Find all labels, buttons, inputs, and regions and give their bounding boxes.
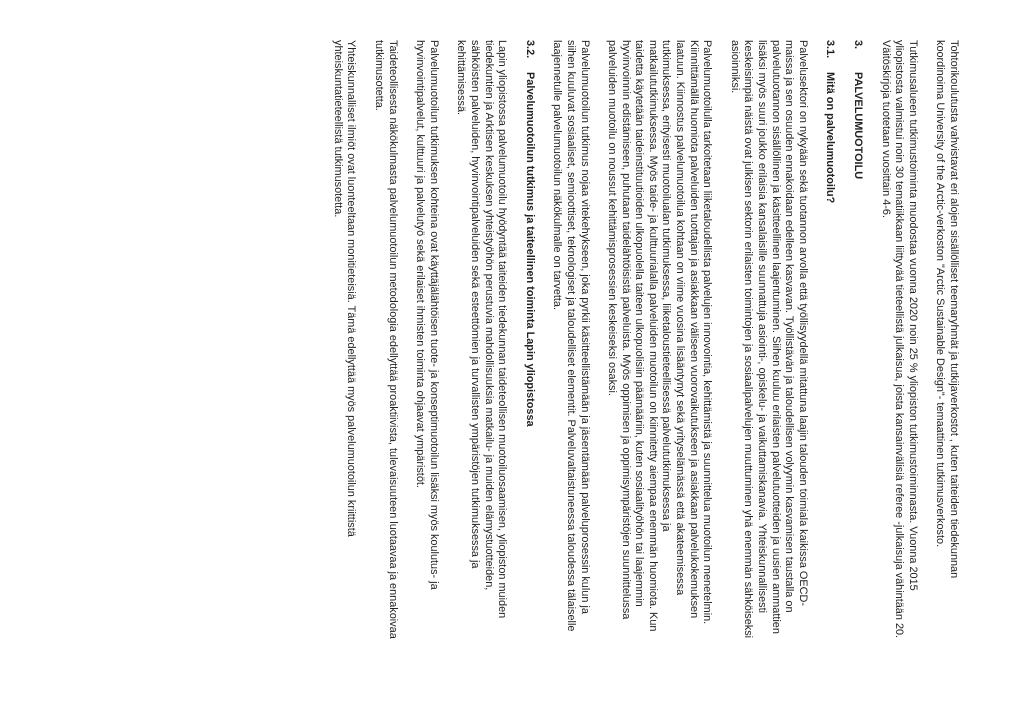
section-title: PALVELUMUOTOILU <box>852 72 865 180</box>
paragraph-service-sector: Palvelusektori on nykyään sekä tuotannon arvolla että työllisyydellä mitattuna laajin talouden toimiala kaikissa OECD-maissa ja sen osuuden ennakoidaan edelleen kasvavan. Työllistävän ja taloudellisen volyymin kasvamisen taustalla on palvelutuotannon sisällöllinen ja käsitteellinen laajentuminen. Siihen kuuluu erilaisten palvelutuotteiden ja uusien ammattien lisäksi myös suuri joukko erilaisia kansalaisille suunnattuja asiointi-, opiskelu- ja vaikuttamiskanavia. Yhteiskunnallisesti keskeisimpiä näistä ovat julkisen sektorin erilaisten toimintojen ja sosiaalipalvelujen muuttuminen yhä enemmän sähköiseksi asioinniksi. <box>728 40 809 639</box>
paragraph-doctoral-training: Tohtorikoulutusta vahvistavat eri alojen sisällölliset teemaryhmät ja tutkijaverkostot , kuten taiteiden tiedekunnan koordinoima University of the Arctic-verkoston "Arctic Sustainable Design"- temaattinen tutkimusverkosto. <box>934 40 960 579</box>
paragraph-framework: Palvelumuotoilun tutkimus nojaa vitekehykseen, joka pyrkii käsitteellistämään ja jäsentämään palveluprosessin kulun ja siihen kuuluvat sosiaaliset, semioottiset, teknologiset ja taloudelliset elementit. Palveluvaltaistuneessa taloudessa tälaiselle laajennetulle palvelumuotoilun näkökulmalle on tarvetta. <box>551 40 591 632</box>
paragraph-methodology: Taideteollisesta näkökulmasta palvelumuotoilun metodologia edellyttää proaktiivista, tulevaisuuteen luotaavaa ja ennakoivaa tutkimusotetta. <box>373 40 399 639</box>
paragraph-service-design-definition: Palvelumuotoilulla tarkoitetaan liiketaloudellista palvelujen innovointia, kehittämistä ja suunnittelua muotoilun menetelmin. Kiinnittämällä huomiota palveluiden tuottajan ja asiakkaan väliseen vuorovaikutukseen ja asiakkaan palvelukokemuksen laatuun. Kiinnostus palvelumuotoilua kohtaan on viime vuosina lisääntynyt sekä yrityselämässä että akateemisessa tutkimuksessa, erityisesti muotoilualan tutkimuksessa, liiketaloustieteellisessä palvelututkimuksessa ja matkailututkimuksessa. Myös taide- ja kulttuurialalla palveluiden muotoilun on kiinnitetty aiempaa enemmän huomiota. Kun taidetta käytetään taideinstituutioiden ulkopuolella taiteen ulkopuolisiin päämääriin, kuten sosiaalityöhön tai laajemmin hyvinvoinnin edistämiseen, puhutaan taidelähtöisistä palveluista. Myös oppimisen ja oppimisympäristöjen suunnittelussa palveluiden muotoilu on noussut kehittämisprosessien keskeiseksi osaksi. <box>606 40 714 632</box>
section-title: Palvelumuotoilun tutkimus ja taiteellinen toiminta Lapin yliopistossa <box>523 72 536 427</box>
paragraph-societal-phenomena: Yhteiskunnalliset ilmiöt ovat luonteeltaan monitieteisiä. Tämä edellyttää myös palvelumuotoilun kriittistä yhteiskuntatieteellistä tutkimusotetta. <box>331 40 358 537</box>
section-number: 3. <box>852 40 865 50</box>
section-number: 3.2. <box>523 40 536 59</box>
section-number: 3.1. <box>824 40 837 59</box>
paragraph-research-share: Tutkimusalueen tutkimustoiminta muodostaa vuonna 2020 noin 25 % yliopiston tutkimustoiminnasta. Vuonna 2015 yliopistosta valmistui noin 30 tematiikkaan liittyvää tieteellistä julkaisua, joista kansainvälisiä referee -julkaisuja vähintään 20. Väitöskirjoja tuotetaan vuosittain 4-6. <box>879 40 919 639</box>
heading-section-3-2 <box>522 40 536 640</box>
paragraph-lapland-university: Lapin yliopistossa palvelumuotoilu hyödyntää taiteiden tiedekunnan taideteollisen muotoiluosaamisen, yliopiston muiden tiedekuntien ja Arktisen keskuksen yhteistyöhön perustuvia mahdollisuuksia matkailu- ja muiden elämystuotteiden, sähköisten palveluiden, hyvinvointipalveluiden sekä esteettömien ja turvallisten ympäristöjen tutkimuksessa ja kehittämisessä. <box>455 40 509 619</box>
section-title: Mitä on palvelumuotoilu? <box>824 72 837 204</box>
page-body <box>316 40 960 640</box>
heading-section-3-1 <box>823 40 837 640</box>
heading-section-3 <box>850 40 864 640</box>
paragraph-research-subjects: Palvelumuotoilun tutkimuksen kohteina ovat käyttäjälähtöisen tuote- ja konseptimuotoilun lisäksi myös koulutus- ja hyvinvointipalvelut, kulttuuri ja palvelutyö sekä erilaiset ihmisten toiminta ohjaavat ympäristöt. <box>414 40 440 590</box>
